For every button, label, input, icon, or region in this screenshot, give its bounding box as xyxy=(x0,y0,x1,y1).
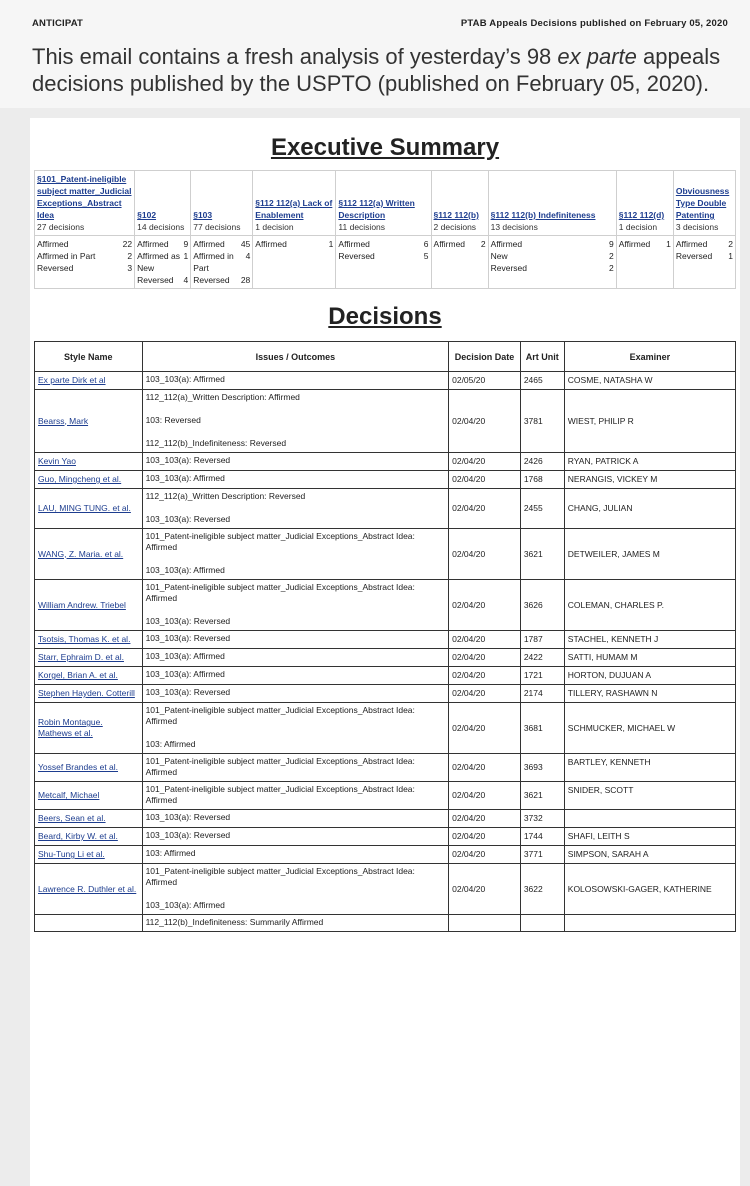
decision-date-cell xyxy=(449,915,521,932)
style-name-link[interactable]: Starr, Ephraim D. et al. xyxy=(38,652,124,662)
outcome-line xyxy=(619,238,671,250)
examiner-cell: HORTON, DUJUAN A xyxy=(564,667,735,685)
style-name-cell xyxy=(35,649,143,667)
decision-row xyxy=(35,782,736,810)
outcome-value: 5 xyxy=(423,251,429,261)
art-unit-cell: 3622 xyxy=(520,864,564,915)
issues-cell xyxy=(142,703,449,754)
outcome-label: Reversed xyxy=(675,251,713,261)
art-unit-cell: 2465 xyxy=(520,372,564,390)
art-unit-cell: 3771 xyxy=(520,846,564,864)
summary-issue-cell xyxy=(35,171,135,236)
art-unit-cell: 3621 xyxy=(520,782,564,810)
art-unit-cell: 3621 xyxy=(520,529,564,580)
issue-spacer xyxy=(146,426,446,438)
issue-decision-count: 1 decision xyxy=(255,222,294,232)
outcome-line xyxy=(37,262,132,274)
outcome-label: Reversed xyxy=(137,275,174,285)
summary-issue-row xyxy=(35,171,736,236)
issues-cell xyxy=(142,372,449,390)
decision-date-cell: 02/04/20 xyxy=(449,846,521,864)
brand-label: ANTICIPAT xyxy=(32,18,84,29)
decision-row xyxy=(35,810,736,828)
intro-text xyxy=(32,43,728,97)
intro-italic: ex parte xyxy=(557,44,637,69)
style-name-link[interactable]: Lawrence R. Duthler et al. xyxy=(38,883,137,894)
style-name-cell xyxy=(35,489,143,529)
issue-link[interactable]: §112 112(b) Indefiniteness xyxy=(490,210,596,220)
outcome-line xyxy=(491,262,614,274)
outcome-line xyxy=(137,274,188,286)
summary-outcome-cell xyxy=(35,236,135,289)
outcome-value: 2 xyxy=(728,239,733,249)
outcome-line xyxy=(137,250,188,274)
art-unit-cell: 1768 xyxy=(520,471,564,489)
outcome-label: Affirmed xyxy=(433,239,466,249)
email-header xyxy=(0,0,750,108)
style-name-link[interactable]: Ex parte Dirk et al xyxy=(38,375,106,385)
examiner-cell: SCHMUCKER, MICHAEL W xyxy=(564,703,735,754)
style-name-link[interactable]: Tsotsis, Thomas K. et al. xyxy=(38,634,131,644)
decision-row xyxy=(35,915,736,932)
decisions-body xyxy=(35,372,736,932)
style-name-link[interactable]: LAU, MING TUNG. et al. xyxy=(38,503,131,513)
issues-cell xyxy=(142,471,449,489)
intro-pre: This email contains a fresh analysis of yesterday’s 98 xyxy=(32,44,558,69)
outcome-value: 28 xyxy=(240,275,251,285)
issue-outcome: 103_103(a): Reversed xyxy=(145,812,231,822)
issue-outcome: 101_Patent-ineligible subject matter_Judicial Exceptions_Abstract Idea: Affirmed xyxy=(145,756,415,777)
issue-outcome: 103_103(a): Affirmed xyxy=(145,669,225,679)
outcome-label: Reversed xyxy=(490,263,527,273)
art-unit-cell: 2426 xyxy=(520,453,564,471)
style-name-cell xyxy=(35,915,143,932)
art-unit-cell: 3626 xyxy=(520,580,564,631)
issue-decision-count: 14 decisions xyxy=(137,222,185,232)
outcome-value: 1 xyxy=(728,251,733,261)
decision-date-cell: 02/04/20 xyxy=(449,828,521,846)
issue-outcome: 103: Reversed xyxy=(145,415,201,425)
style-name-link[interactable]: William Andrew. Triebel xyxy=(38,599,126,610)
examiner-cell: DETWEILER, JAMES M xyxy=(564,529,735,580)
issue-outcome: 101_Patent-ineligible subject matter_Judicial Exceptions_Abstract Idea: Affirmed xyxy=(145,784,415,805)
style-name-link[interactable]: Beers, Sean et al. xyxy=(38,813,106,823)
executive-summary-title: Executive Summary xyxy=(270,134,500,161)
issues-cell xyxy=(142,810,449,828)
issues-cell xyxy=(142,390,449,453)
outcome-line xyxy=(338,238,428,250)
decision-date-cell: 02/04/20 xyxy=(449,453,521,471)
issue-decision-count: 11 decisions xyxy=(338,222,386,232)
summary-issue-cell xyxy=(673,171,735,236)
decisions-title: Decisions xyxy=(328,303,442,330)
decision-date-cell: 02/04/20 xyxy=(449,703,521,754)
issue-link[interactable]: §112 112(a) Lack of Enablement xyxy=(255,198,333,220)
examiner-cell xyxy=(564,810,735,828)
outcome-label: New xyxy=(490,251,508,261)
outcome-label: Affirmed xyxy=(675,239,708,249)
issues-cell xyxy=(142,782,449,810)
decisions-header-row xyxy=(35,342,736,372)
decision-row xyxy=(35,580,736,631)
outcome-label: Affirmed in Part xyxy=(193,251,234,273)
summary-outcome-cell xyxy=(488,236,616,289)
decision-date-cell: 02/04/20 xyxy=(449,810,521,828)
outcome-label: Affirmed xyxy=(37,239,69,249)
examiner-cell: COLEMAN, CHARLES P. xyxy=(564,580,735,631)
style-name-cell xyxy=(35,810,143,828)
decision-date-cell: 02/04/20 xyxy=(449,471,521,489)
examiner-cell xyxy=(564,915,735,932)
examiner-cell: SNIDER, SCOTT xyxy=(564,782,735,810)
issue-link[interactable]: §112 112(d) xyxy=(618,210,665,220)
art-unit-cell xyxy=(520,915,564,932)
issue-link[interactable]: §102 xyxy=(137,210,157,220)
style-name-link[interactable]: Korgel, Brian A. et al. xyxy=(38,670,118,680)
issues-cell xyxy=(142,685,449,703)
issue-outcome: 103_103(a): Affirmed xyxy=(145,900,225,910)
issue-outcome: 103: Affirmed xyxy=(145,739,196,749)
decision-row xyxy=(35,667,736,685)
summary-issue-cell xyxy=(135,171,191,236)
outcome-value: 2 xyxy=(609,251,614,261)
outcome-line xyxy=(193,238,250,250)
art-unit-cell: 3781 xyxy=(520,390,564,453)
outcome-label: Reversed xyxy=(193,275,230,285)
issue-outcome: 103_103(a): Reversed xyxy=(145,514,231,524)
decision-date-cell: 02/04/20 xyxy=(449,649,521,667)
outcome-value: 4 xyxy=(183,275,189,285)
outcome-value: 1 xyxy=(328,239,334,249)
summary-outcome-cell xyxy=(616,236,673,289)
examiner-cell: SATTI, HUMAM M xyxy=(564,649,735,667)
decision-row xyxy=(35,471,736,489)
issue-outcome: 101_Patent-ineligible subject matter_Judicial Exceptions_Abstract Idea: Affirmed xyxy=(145,866,415,887)
decision-date-cell: 02/04/20 xyxy=(449,754,521,782)
outcome-value: 6 xyxy=(423,239,429,249)
style-name-link[interactable]: Kevin Yao xyxy=(38,456,76,466)
header-meta-row xyxy=(32,18,728,29)
style-name-cell xyxy=(35,372,143,390)
outcome-label: Affirmed in Part xyxy=(37,251,96,261)
report-card xyxy=(30,118,740,1186)
examiner-cell: BARTLEY, KENNETH xyxy=(564,754,735,782)
issues-cell xyxy=(142,529,449,580)
style-name-cell xyxy=(35,754,143,782)
decision-date-cell: 02/05/20 xyxy=(449,372,521,390)
summary-issue-cell xyxy=(616,171,673,236)
decision-row xyxy=(35,864,736,915)
issues-cell xyxy=(142,489,449,529)
issue-outcome: 103_103(a): Affirmed xyxy=(145,374,225,384)
issue-outcome: 103_103(a): Reversed xyxy=(145,830,231,840)
issues-cell xyxy=(142,667,449,685)
decisions-table xyxy=(34,341,736,932)
summary-outcome-cell xyxy=(253,236,336,289)
executive-summary-table xyxy=(34,170,736,289)
summary-outcome-cell xyxy=(431,236,488,289)
outcome-value: 45 xyxy=(240,239,251,249)
decision-row xyxy=(35,390,736,453)
outcome-line xyxy=(255,238,333,250)
style-name-cell xyxy=(35,631,143,649)
issue-decision-count: 3 decisions xyxy=(675,222,719,232)
outcome-label: Affirmed xyxy=(255,239,287,249)
style-name-link[interactable]: Bearss, Mark xyxy=(38,415,89,426)
summary-outcome-cell xyxy=(336,236,431,289)
issue-outcome: 112_112(a)_Written Description: Affirmed xyxy=(145,392,300,402)
art-unit-cell: 2455 xyxy=(520,489,564,529)
decision-row xyxy=(35,846,736,864)
style-name-cell xyxy=(35,529,143,580)
issues-cell xyxy=(142,631,449,649)
summary-issue-cell xyxy=(191,171,253,236)
style-name-link[interactable]: Guo, Mingcheng et al. xyxy=(38,474,122,484)
examiner-cell: STACHEL, KENNETH J xyxy=(564,631,735,649)
style-name-cell xyxy=(35,782,143,810)
issue-decision-count: 1 decision xyxy=(618,222,658,232)
outcome-line xyxy=(137,238,188,250)
examiner-cell: TILLERY, RASHAWN N xyxy=(564,685,735,703)
examiner-cell: COSME, NATASHA W xyxy=(564,372,735,390)
col-examiner: Examiner xyxy=(564,342,735,372)
summary-outcome-row xyxy=(35,236,736,289)
style-name-cell xyxy=(35,471,143,489)
issue-spacer xyxy=(146,553,446,565)
art-unit-cell: 1721 xyxy=(520,667,564,685)
decision-date-cell: 02/04/20 xyxy=(449,529,521,580)
issue-decision-count: 2 decisions xyxy=(433,222,477,232)
outcome-value: 22 xyxy=(122,239,133,249)
outcome-line xyxy=(338,250,428,262)
summary-outcome-cell xyxy=(673,236,735,289)
col-issues-outcomes: Issues / Outcomes xyxy=(142,342,449,372)
issue-outcome: 103_103(a): Affirmed xyxy=(145,565,225,575)
examiner-cell: SIMPSON, SARAH A xyxy=(564,846,735,864)
outcome-label: Affirmed as New xyxy=(137,251,180,273)
outcome-label: Reversed xyxy=(338,251,375,261)
outcome-label: Affirmed xyxy=(618,239,651,249)
decision-row xyxy=(35,828,736,846)
decision-date-cell: 02/04/20 xyxy=(449,685,521,703)
issue-outcome: 103_103(a): Reversed xyxy=(145,455,231,465)
outcome-line xyxy=(193,250,250,274)
style-name-link[interactable]: Yossef Brandes et al. xyxy=(38,762,119,772)
summary-outcome-cell xyxy=(191,236,253,289)
style-name-cell xyxy=(35,453,143,471)
issues-cell xyxy=(142,828,449,846)
issues-cell xyxy=(142,453,449,471)
art-unit-cell: 3732 xyxy=(520,810,564,828)
summary-issue-cell xyxy=(488,171,616,236)
style-name-cell xyxy=(35,846,143,864)
style-name-link[interactable]: Shu-Tung Li et al. xyxy=(38,849,105,859)
intro-post: appeals decisions published by the USPTO (published on February 05, 2020). xyxy=(32,44,721,96)
issue-outcome: 103_103(a): Reversed xyxy=(145,687,231,697)
issues-cell xyxy=(142,580,449,631)
outcome-value: 2 xyxy=(609,263,614,273)
outcome-value: 3 xyxy=(127,263,133,273)
decision-date-cell: 02/04/20 xyxy=(449,782,521,810)
outcome-value: 4 xyxy=(245,251,251,261)
outcome-value: 1 xyxy=(183,251,189,261)
outcome-line xyxy=(434,238,486,250)
art-unit-cell: 3681 xyxy=(520,703,564,754)
outcome-value: 1 xyxy=(666,239,671,249)
decision-row xyxy=(35,489,736,529)
decision-date-cell: 02/04/20 xyxy=(449,580,521,631)
issue-link[interactable]: §103 xyxy=(193,210,213,220)
outcome-label: Affirmed xyxy=(338,239,370,249)
issue-spacer xyxy=(146,403,446,415)
issue-outcome: 112_112(a)_Written Description: Reversed xyxy=(145,491,306,501)
issues-cell xyxy=(142,846,449,864)
style-name-link[interactable]: Stephen Hayden. Cotterill xyxy=(38,688,135,698)
style-name-link[interactable]: Beard, Kirby W. et al. xyxy=(38,831,118,841)
outcome-label: Affirmed xyxy=(137,239,169,249)
style-name-cell xyxy=(35,390,143,453)
issue-outcome: 112_112(b)_Indefiniteness: Summarily Affirmed xyxy=(145,917,324,927)
examiner-cell: WIEST, PHILIP R xyxy=(564,390,735,453)
style-name-cell xyxy=(35,828,143,846)
style-name-link[interactable]: WANG, Z. Maria. et al. xyxy=(38,548,124,559)
style-name-link[interactable]: Metcalf, Michael xyxy=(38,790,100,800)
art-unit-cell: 1744 xyxy=(520,828,564,846)
examiner-cell: CHANG, JULIAN xyxy=(564,489,735,529)
decision-row xyxy=(35,703,736,754)
email-subject: PTAB Appeals Decisions published on February 05, 2020 xyxy=(460,18,728,29)
decision-row xyxy=(35,631,736,649)
decision-row xyxy=(35,372,736,390)
summary-outcome-cell xyxy=(135,236,191,289)
outcome-line xyxy=(37,250,132,262)
decision-row xyxy=(35,754,736,782)
decision-row xyxy=(35,649,736,667)
summary-issue-cell xyxy=(431,171,488,236)
summary-issue-cell xyxy=(336,171,431,236)
outcome-line xyxy=(193,274,250,286)
examiner-cell: KOLOSOWSKI-GAGER, KATHERINE xyxy=(564,864,735,915)
decision-row xyxy=(35,453,736,471)
issue-outcome: 112_112(b)_Indefiniteness: Reversed xyxy=(145,438,287,448)
issues-cell xyxy=(142,754,449,782)
issue-outcome: 103_103(a): Reversed xyxy=(145,616,231,626)
decision-row xyxy=(35,685,736,703)
style-name-cell xyxy=(35,685,143,703)
issue-outcome: 103: Affirmed xyxy=(145,848,196,858)
outcome-label: Affirmed xyxy=(490,239,523,249)
summary-issue-cell xyxy=(253,171,336,236)
outcome-line xyxy=(491,250,614,262)
issue-link[interactable]: §101_Patent-ineligible subject matter_Judicial Exceptions_Abstract Idea xyxy=(37,174,132,220)
issues-cell xyxy=(142,915,449,932)
art-unit-cell: 2422 xyxy=(520,649,564,667)
style-name-cell xyxy=(35,667,143,685)
style-name-cell xyxy=(35,864,143,915)
outcome-line xyxy=(491,238,614,250)
outcome-value: 2 xyxy=(480,239,486,249)
style-name-cell xyxy=(35,703,143,754)
decision-date-cell: 02/04/20 xyxy=(449,864,521,915)
decision-date-cell: 02/04/20 xyxy=(449,390,521,453)
decision-date-cell: 02/04/20 xyxy=(449,631,521,649)
decision-date-cell: 02/04/20 xyxy=(449,489,521,529)
col-style-name: Style Name xyxy=(35,342,143,372)
issue-outcome: 103_103(a): Reversed xyxy=(145,633,231,643)
issue-spacer xyxy=(146,727,446,739)
issue-outcome: 103_103(a): Affirmed xyxy=(145,473,225,483)
decision-row xyxy=(35,529,736,580)
issue-link[interactable]: §112 112(b) xyxy=(433,210,479,220)
outcome-line xyxy=(676,238,733,250)
issue-outcome: 103_103(a): Affirmed xyxy=(145,651,225,661)
decision-date-cell: 02/04/20 xyxy=(449,667,521,685)
examiner-cell: NERANGIS, VICKEY M xyxy=(564,471,735,489)
style-name-cell xyxy=(35,580,143,631)
issue-outcome: 101_Patent-ineligible subject matter_Judicial Exceptions_Abstract Idea: Affirmed xyxy=(145,582,415,603)
outcome-line xyxy=(676,250,733,262)
outcome-label: Reversed xyxy=(37,263,74,273)
issue-outcome: 101_Patent-ineligible subject matter_Judicial Exceptions_Abstract Idea: Affirmed xyxy=(145,531,415,552)
outcome-line xyxy=(37,238,132,250)
issue-decision-count: 13 decisions xyxy=(490,222,538,232)
examiner-cell: SHAFI, LEITH S xyxy=(564,828,735,846)
style-name-link[interactable]: Robin Montague. Mathews et al. xyxy=(38,717,103,738)
col-decision-date: Decision Date xyxy=(449,342,521,372)
issue-spacer xyxy=(146,502,446,514)
examiner-cell: RYAN, PATRICK A xyxy=(564,453,735,471)
issue-link[interactable]: §112 112(a) Written Description xyxy=(338,198,415,220)
issue-spacer xyxy=(146,604,446,616)
issue-outcome: 101_Patent-ineligible subject matter_Judicial Exceptions_Abstract Idea: Affirmed xyxy=(145,705,415,726)
art-unit-cell: 3693 xyxy=(520,754,564,782)
issue-decision-count: 77 decisions xyxy=(193,222,241,232)
outcome-label: Affirmed xyxy=(193,239,225,249)
issue-spacer xyxy=(146,888,446,900)
issues-cell xyxy=(142,864,449,915)
issues-cell xyxy=(142,649,449,667)
col-art-unit: Art Unit xyxy=(520,342,564,372)
outcome-value: 9 xyxy=(183,239,189,249)
outcome-value: 9 xyxy=(609,239,614,249)
art-unit-cell: 1787 xyxy=(520,631,564,649)
art-unit-cell: 2174 xyxy=(520,685,564,703)
outcome-value: 2 xyxy=(127,251,133,261)
issue-link[interactable]: Obviousness Type Double Patenting xyxy=(675,186,730,220)
issue-decision-count: 27 decisions xyxy=(37,222,85,232)
